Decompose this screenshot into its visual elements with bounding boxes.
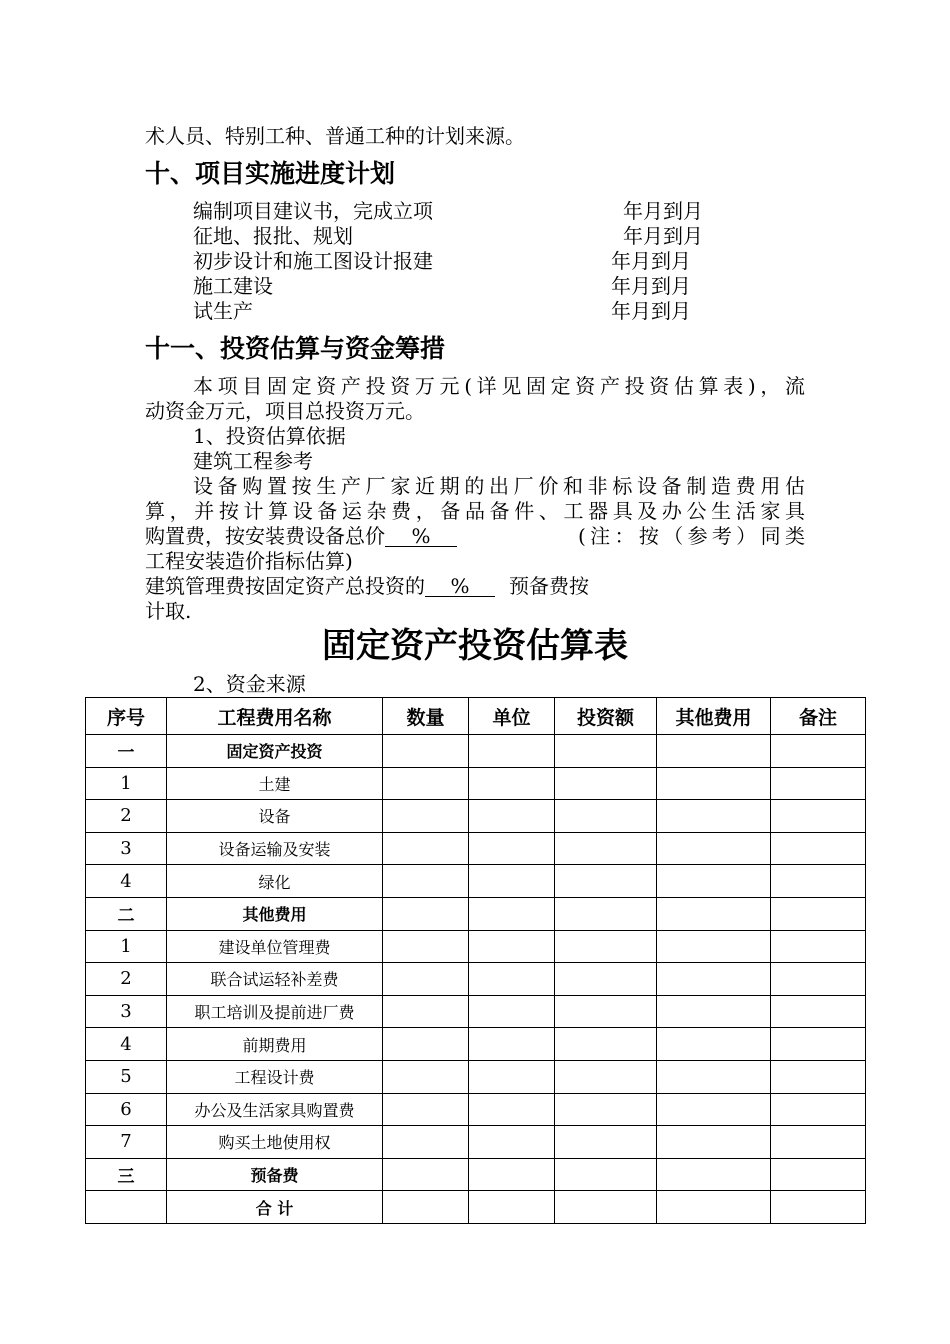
empty-value-cell[interactable]	[469, 1060, 555, 1093]
row-number-cell: 7	[86, 1126, 167, 1159]
cost-name-cell: 设备运输及安装	[167, 832, 383, 865]
table-section-row	[86, 897, 866, 930]
empty-value-cell[interactable]	[555, 897, 657, 930]
table-row	[86, 963, 866, 996]
empty-value-cell[interactable]	[771, 897, 866, 930]
empty-value-cell[interactable]	[383, 1158, 469, 1191]
cost-name-cell: 土建	[167, 767, 383, 800]
empty-value-cell[interactable]	[771, 1191, 866, 1224]
schedule-item-label: 征地、报批、规划	[193, 224, 353, 248]
row-number-cell: 2	[86, 963, 167, 996]
column-header: 备注	[771, 698, 866, 735]
empty-value-cell[interactable]	[383, 1191, 469, 1224]
equipment-paragraph-line	[145, 524, 457, 548]
empty-value-cell[interactable]	[383, 1028, 469, 1061]
empty-value-cell[interactable]	[383, 832, 469, 865]
row-number-cell: 3	[86, 995, 167, 1028]
empty-value-cell[interactable]	[657, 1191, 771, 1224]
section10-heading: 十、项目实施进度计划	[145, 159, 396, 188]
empty-value-cell[interactable]	[469, 1126, 555, 1159]
cost-name-cell: 职工培训及提前进厂费	[167, 995, 383, 1028]
empty-value-cell[interactable]	[657, 1028, 771, 1061]
empty-value-cell[interactable]	[771, 930, 866, 963]
empty-value-cell[interactable]	[469, 767, 555, 800]
empty-value-cell[interactable]	[657, 1126, 771, 1159]
cost-name-cell: 联合试运轻补差费	[167, 963, 383, 996]
intro-line: 术人员、特别工种、普通工种的计划来源。	[145, 124, 525, 148]
schedule-item-period: 年月到月	[611, 274, 691, 298]
schedule-item-period: 年月到月	[611, 249, 691, 273]
management-fee-line-2: 计取.	[145, 599, 192, 623]
management-fee-percent-blank: %	[425, 576, 495, 597]
empty-value-cell[interactable]	[771, 1060, 866, 1093]
schedule-item-period: 年月到月	[623, 224, 703, 248]
empty-value-cell[interactable]	[383, 735, 469, 768]
cost-name-cell: 工程设计费	[167, 1060, 383, 1093]
empty-value-cell[interactable]	[469, 735, 555, 768]
column-header: 其他费用	[657, 698, 771, 735]
empty-value-cell[interactable]	[771, 735, 866, 768]
empty-value-cell[interactable]	[555, 1093, 657, 1126]
empty-value-cell[interactable]	[771, 832, 866, 865]
schedule-item-label: 编制项目建议书，完成立项	[193, 199, 433, 223]
empty-value-cell[interactable]	[771, 995, 866, 1028]
empty-value-cell[interactable]	[469, 865, 555, 898]
empty-value-cell[interactable]	[555, 767, 657, 800]
empty-value-cell[interactable]	[657, 963, 771, 996]
row-number-cell	[86, 1191, 167, 1224]
equipment-paragraph-line: 工程安装造价指标估算)	[145, 549, 353, 573]
empty-value-cell[interactable]	[555, 963, 657, 996]
empty-value-cell[interactable]	[657, 767, 771, 800]
cost-name-cell: 预备费	[167, 1158, 383, 1191]
empty-value-cell[interactable]	[555, 1028, 657, 1061]
investment-paragraph-line: 动资金万元，项目总投资万元。	[145, 399, 425, 423]
empty-value-cell[interactable]	[383, 963, 469, 996]
empty-value-cell[interactable]	[469, 1158, 555, 1191]
investment-estimate-table	[85, 697, 866, 1224]
empty-value-cell[interactable]	[469, 1093, 555, 1126]
empty-value-cell[interactable]	[657, 1060, 771, 1093]
table-body	[86, 735, 866, 1224]
empty-value-cell[interactable]	[555, 735, 657, 768]
install-fee-percent-blank: %	[385, 526, 457, 547]
empty-value-cell[interactable]	[383, 897, 469, 930]
table-row	[86, 767, 866, 800]
empty-value-cell[interactable]	[383, 865, 469, 898]
row-number-cell: 6	[86, 1093, 167, 1126]
install-fee-note: (注：按（参考）同类	[578, 524, 805, 548]
empty-value-cell[interactable]	[555, 1060, 657, 1093]
cost-name-cell: 绿化	[167, 865, 383, 898]
empty-value-cell[interactable]	[469, 1191, 555, 1224]
cost-name-cell: 建设单位管理费	[167, 930, 383, 963]
empty-value-cell[interactable]	[657, 1093, 771, 1126]
empty-value-cell[interactable]	[383, 995, 469, 1028]
schedule-item-label: 施工建设	[193, 274, 273, 298]
empty-value-cell[interactable]	[469, 995, 555, 1028]
funding-source-heading: 2、资金来源	[193, 672, 306, 696]
row-number-cell: 三	[86, 1158, 167, 1191]
empty-value-cell[interactable]	[555, 930, 657, 963]
column-header: 投资额	[555, 698, 657, 735]
row-number-cell: 4	[86, 865, 167, 898]
schedule-item-period: 年月到月	[623, 199, 703, 223]
empty-value-cell[interactable]	[771, 865, 866, 898]
equipment-paragraph-line: 设备购置按生产厂家近期的出厂价和非标设备制造费用估	[193, 474, 805, 498]
row-number-cell: 1	[86, 930, 167, 963]
schedule-item-label: 初步设计和施工图设计报建	[193, 249, 433, 273]
table-row	[86, 832, 866, 865]
row-number-cell: 5	[86, 1060, 167, 1093]
empty-value-cell[interactable]	[469, 1028, 555, 1061]
construction-reference: 建筑工程参考	[193, 449, 313, 473]
row-number-cell: 一	[86, 735, 167, 768]
empty-value-cell[interactable]	[771, 767, 866, 800]
table-section-row	[86, 735, 866, 768]
empty-value-cell[interactable]	[657, 897, 771, 930]
empty-value-cell[interactable]	[383, 930, 469, 963]
empty-value-cell[interactable]	[469, 930, 555, 963]
empty-value-cell[interactable]	[657, 1158, 771, 1191]
empty-value-cell[interactable]	[469, 832, 555, 865]
row-number-cell: 3	[86, 832, 167, 865]
cost-name-cell: 其他费用	[167, 897, 383, 930]
table-row	[86, 865, 866, 898]
schedule-item-period: 年月到月	[611, 299, 691, 323]
empty-value-cell[interactable]	[383, 800, 469, 833]
table-row	[86, 1060, 866, 1093]
empty-value-cell[interactable]	[555, 995, 657, 1028]
empty-value-cell[interactable]	[469, 800, 555, 833]
empty-value-cell[interactable]	[657, 930, 771, 963]
row-number-cell: 4	[86, 1028, 167, 1061]
empty-value-cell[interactable]	[657, 995, 771, 1028]
management-fee-line	[145, 574, 589, 598]
cost-name-cell: 固定资产投资	[167, 735, 383, 768]
table-row	[86, 930, 866, 963]
table-section-row	[86, 1158, 866, 1191]
column-header: 数量	[383, 698, 469, 735]
column-header: 序号	[86, 698, 167, 735]
empty-value-cell[interactable]	[771, 1093, 866, 1126]
equipment-paragraph-line: 算，并按计算设备运杂费，备品备件、工器具及办公生活家具	[145, 499, 805, 523]
cost-name-cell: 办公及生活家具购置费	[167, 1093, 383, 1126]
management-fee-text: 建筑管理费按固定资产总投资的	[145, 574, 425, 598]
table-row	[86, 1093, 866, 1126]
estimate-basis-heading: 1、投资估算依据	[193, 424, 346, 448]
empty-value-cell[interactable]	[555, 865, 657, 898]
cost-name-cell: 购买土地使用权	[167, 1126, 383, 1159]
schedule-item-label: 试生产	[193, 299, 253, 323]
empty-value-cell[interactable]	[383, 1060, 469, 1093]
empty-value-cell[interactable]	[657, 735, 771, 768]
empty-value-cell[interactable]	[771, 963, 866, 996]
table-row	[86, 995, 866, 1028]
empty-value-cell[interactable]	[383, 767, 469, 800]
empty-value-cell[interactable]	[657, 865, 771, 898]
empty-value-cell[interactable]	[771, 1158, 866, 1191]
empty-value-cell[interactable]	[657, 800, 771, 833]
empty-value-cell[interactable]	[555, 1158, 657, 1191]
table-row	[86, 1028, 866, 1061]
empty-value-cell[interactable]	[555, 832, 657, 865]
empty-value-cell[interactable]	[469, 897, 555, 930]
column-header: 单位	[469, 698, 555, 735]
empty-value-cell[interactable]	[469, 963, 555, 996]
empty-value-cell[interactable]	[555, 1126, 657, 1159]
empty-value-cell[interactable]	[555, 1191, 657, 1224]
row-number-cell: 二	[86, 897, 167, 930]
table-row	[86, 1126, 866, 1159]
investment-paragraph-line: 本项目固定资产投资万元(详见固定资产投资估算表)，流	[193, 374, 805, 398]
table-title: 固定资产投资估算表	[322, 626, 628, 666]
empty-value-cell[interactable]	[383, 1093, 469, 1126]
empty-value-cell[interactable]	[657, 832, 771, 865]
empty-value-cell[interactable]	[555, 800, 657, 833]
reserve-fee-text: 预备费按	[509, 574, 589, 598]
column-header: 工程费用名称	[167, 698, 383, 735]
table-header-row	[86, 698, 866, 735]
cost-name-cell: 设备	[167, 800, 383, 833]
empty-value-cell[interactable]	[771, 1126, 866, 1159]
empty-value-cell[interactable]	[771, 1028, 866, 1061]
row-number-cell: 2	[86, 800, 167, 833]
table-section-row	[86, 1191, 866, 1224]
empty-value-cell[interactable]	[383, 1126, 469, 1159]
table-row	[86, 800, 866, 833]
install-fee-text: 购置费，按安装费设备总价	[145, 524, 385, 548]
cost-name-cell: 合 计	[167, 1191, 383, 1224]
section11-heading: 十一、投资估算与资金筹措	[145, 334, 446, 363]
empty-value-cell[interactable]	[771, 800, 866, 833]
cost-name-cell: 前期费用	[167, 1028, 383, 1061]
row-number-cell: 1	[86, 767, 167, 800]
